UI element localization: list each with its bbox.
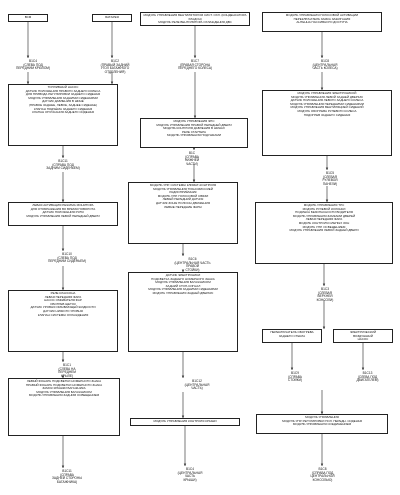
connector-label: B1C13 (СЛЕВА ПОД ДВИГАТЕЛЕМ): [356, 371, 379, 383]
air-pump-box: ЭЛЕКТРИЧЕСКИЙ ВОЗДУШНЫЙ НАСОС: [333, 329, 393, 343]
connector-label: B1C1 (СЛЕВА НА ПЕРЕДНЕМ КРЫЛЕ): [58, 363, 76, 378]
arrow-head: [62, 249, 64, 251]
eps-module-group-box: МОДУЛЬ УПРАВЛЕНИЯ ЭПС МОДУЛЬ УПРАВЛЕНИЯ ПРАВОЙ ПЕРЕДНЕЙ ДВЕРИ МОДУЛЬ КОНТРОЛЯ ДАВЛЕНИЯ В ШИНАХ РЕЛЕ СТАРТЕРА МОДУЛЬ УПРАВЛЕНИЯ ПОДУШКАМИ: [140, 118, 248, 148]
rear-defrost-switch-box: ПЕРЕКЛЮЧАТЕЛЬ ОБОГРЕВА ЗАДНЕГО СТЕКЛА: [262, 329, 322, 343]
connector-label: B1C11 (СПРАВА ЗАДНЕЙ СТОРОНЫ БАГАЖНИКА): [51, 469, 83, 484]
turn-monitor-group-box: ЛЕВАЯ АКТИВАЦИЯ РЕЖИМА МОНИТОРА ДЛЯ ОТОБРАЖЕНИЯ ВО ВРЕМЯ ПОВОРОТА ДАТЧИК ПОЛОЖЕНИЯ РУЛЯ МОДУЛЬ УПРАВЛЕНИЯ ЛЕВОЙ ПЕРЕДНЕЙ ДВЕРИ: [8, 202, 118, 226]
vsm-box: ВСМ: [8, 14, 48, 22]
arrow-head: [184, 464, 186, 466]
connector-label: B1C2 (ПРАВЫЙ ЗАДНИЙ УГОЛ БАГАЖНОГО ОТДЕЛЕНИЯ): [100, 59, 130, 74]
connector-label: B1C8 (ЦЕНТРАЛЬНАЯ ЧАСТЬ КОЛЕСА): [312, 59, 338, 71]
battery-box: БАТАРЕЯ: [92, 14, 132, 22]
arrow-head: [62, 466, 64, 468]
connector-label: B1C8 (СПРАВА ПОД ЦЕНТРАЛЬНОЙ КОНСОЛЬЮ): [310, 467, 335, 482]
voice-activation-module-box: МОДУЛЬ УПРАВЛЕНИЯ ГОЛОСОВОЙ АКТИВАЦИИ ПЕРЕКЛЮЧАТЕЛЬ ЗАМКА ЗАЖИГАНИЯ АНТЕННА ПАССИВНОГО ДОСТУПА: [262, 12, 382, 32]
connector-label: B1C4 (ЦЕНТРАЛЬНАЯ ЧАСТЬ КРЫШИ): [177, 467, 203, 482]
connector-label: B1C12 (ЦЕНТРАЛЬНАЯ ЧАСТЬ): [184, 379, 210, 391]
arrow-head: [326, 168, 328, 170]
cooling-fan-module-box: МОДУЛЬ УПРАВЛЕНИЯ ВЕНТИЛЯТОРОМ СИСТ. ОХЛ. (КОНДЕНСАТОРА ХЛАДОН) МОДУЛЬ РЕЛЕ ВЕНТИЛЯТОРА ОХЛАЖДЕНИЯ ДВС: [140, 12, 250, 26]
arrow-head: [194, 56, 196, 58]
arrow-head: [62, 360, 64, 362]
arrow-head: [182, 376, 184, 378]
arrow-head: [111, 56, 113, 58]
connector-label: B1C9 (СПРАВА СТОЙКИ): [288, 371, 302, 383]
arrow-head: [27, 56, 29, 58]
tpc-module-group-box: МОДУЛЬ УПРАВЛЕНИЯ ТРС МОДУЛЬ РУЛЕВОЙ КОЛОНКИ ПОДУШКА БЕЗОПАСНОСТИ ВОДИТЕЛЯ МОДУЛЬ УПРАВЛЕНИЯ ЗАМКАМИ ДВЕРЕЙ ЛЕВАЯ ПЕРЕДНЯЯ ФАРА МОДУЛЬ КОНТРОЛЯ СЛЕПЫХ ЗОН МОДУЛЬ УПР. ОСВЕЩЕНИЕМ МОДУЛЬ УПРАВЛЕНИЯ ЛЕВОЙ ЗАДНЕЙ ДВЕРИ: [255, 202, 393, 264]
seat-adjust-module-box: МОДУЛЬ УПРАВЛЕНИЯ МОДУЛЬ УПР. РЕГУЛИРОВКИ ПОЛ. ПЕРЕДН. СИДЕНЬЯ МОДУЛЬ УПРАВЛЕНИЯ СОЕДИНЕНИЕМ: [256, 414, 388, 434]
connector-label: B1C6 (ЦЕНТРАЛЬНАЯ ЧАСТЬ ПРАВОЙ СТОЙКИ): [174, 257, 211, 272]
connector-label: B1C3 (СЛЕВАЯ ВЕРХНЕЙ КОНСОЛИ): [316, 287, 334, 302]
arrow-head: [182, 254, 184, 256]
connector-label: B1C5 (СЛЕВАЯ РУЛЕВОЙ ПАНЕЛИ): [322, 171, 338, 186]
horn-relay-group-box: РЕЛЕ КЛАКСОНА ЛЕВАЯ ПЕРЕДНЯЯ ФАРА НАСОС ОМЫВАТЕЛЯ ФАР ОБОГРЕВ ЩЕТОК ДАТЧИК УРОВНЯ ОМЫВАЮЩЕЙ ЖИДКОСТИ ДАТЧИК НИЗКОГО УРОВНЯ КЛАПАН СИСТЕМЫ ОХЛАЖДЕНИЯ: [8, 290, 118, 352]
electronics-module-group-box: МОДУЛЬ УПРАВЛЕНИЯ ЭЛЕКТРОНИКОЙ МОДУЛЬ УПРАВЛЕНИЯ ЛЕВОЙ ЗАДНЕЙ ДВЕРЬЮ ДАТЧИК ПОЛОЖЕНИЯ ЛЕВОГО ЗАДНЕГО КОЛЕСА МОДУЛЬ УПРАВЛЕНИЯ ПЕРЕДНИМИ СИДЕНЬЯМИ МОДУЛЬ УПРАВЛЕНИЯ ВЕНТИЛЯЦИЕЙ СИДЕНИЙ МОДУЛЬ ОБОГРЕВА РУЛЕВОГО КОЛЕСА ПОДОГРЕВ ЗАДНЕГО СИДЕНЬЯ: [262, 90, 392, 156]
license-lamp-group-box: ЛЕВЫЙ ФОНАРЬ ПОДСВЕТКИ НОМЕРНОГО ЗНАКА ПРАВЫЙ ФОНАРЬ ПОДСВЕТКИ НОМЕРНОГО ЗНАКА ЗАМОК КРЫШКИ БАГАЖНИКА МОДУЛЬ УПРАВЛЕНИЯ БАГАЖНИКОМ МОДУЛЬ УПРАВЛЕНИЯ ЗАДНИМ ОСВЕЩЕНИЕМ: [8, 378, 120, 436]
arrow-head: [323, 327, 325, 329]
connector-label: B1C (СПРАВА НИЖНЕЙ ЧАСТИ): [184, 151, 200, 166]
arrow-head: [62, 156, 64, 158]
climate-control-group-box: МОДУЛЬ УПР. СИСТЕМЫ КЛИМАТ-КОНТРОЛЯ МОДУЛЬ УПРАВЛЕНИЯ ТРАНСМИССИЕЙ РАДИОПРИЁМНИК МОДУЛЬ УПР. ГОЛОСОВОЙ СВЯЗИ ЛЕВЫЙ ПЕРЕДНИЙ ДАТЧИК ДАТЧИК ЗОНЫ ПОЛОСЫ ДВИЖЕНИЯ ЛЕВЫЕ ПЕРЕДНИЕ ФАРЫ: [128, 182, 238, 244]
roof-control-module-box: МОДУЛЬ УПРАВЛЕНИЯ КОНТРОЛЯ КРЫШИ: [130, 418, 240, 426]
arrow-head: [362, 368, 364, 370]
arrow-head: [321, 464, 323, 466]
connector-label: B1C11 (СПРАВА ПОД ЗАДНИМ СИДЕНЬЕМ): [46, 159, 80, 171]
arrow-head: [321, 56, 323, 58]
arrow-head: [323, 284, 325, 286]
fuel-pump-group-box: ТОПЛИВНЫЙ НАСОС ДАТЧИК ПОЛОЖЕНИЯ ПРАВОГО ЗАДНЕГО КОЛЕСА ДЛЯ ПРИВОДА РЕГУЛИРОВКИ ЗАДНЕГО СИДЕНЬЯ МОДУЛЬ УПРАВЛЕНИЯ ЗАДНИМИ СИДЕНЬЯМИ ДАТЧИК ДАВЛЕНИЯ В ШИНЕ (ПРАВОЕ ЗАДНЕЕ, ЛЕВОЕ, ЗАДНЕЕ СИДЕНЬЕ) КЛАПАН ПОДЪЁМА ЗАДНЕГО СИДЕНЬЯ КЛАПАН ОПУСКАНИЯ ЗАДНЕГО СИДЕНЬЯ: [8, 84, 118, 146]
connector-label: B1C7 (ПРАВАЯ СТОРОНА ПЕРЕДНЕГО КОЛЕСА): [177, 59, 213, 71]
arrow-head: [291, 368, 293, 370]
connector-label: B1C10 (СЛЕВА ПОД ПЕРЕДНИМ СИДЕНЬЕМ): [47, 252, 87, 264]
electronics-sensor-group-box: ДАТЧИК ЭЛЕКТРОНИКИ ПОДСВЕТКА ЗАДНЕГО НОМЕРНОГО ЗНАКА МОДУЛЬ УПРАВЛЕНИЯ БАГАЖНИКОМ ЗАДНИЙ СТОП-СИГНАЛ МОДУЛЬ УПРАВЛЕНИЯ ЗАДНИМИ СИДЕНЬЯМИ МОДУЛЬ УПРАВЛЕНИЯ ЗАДНЕЙ ДВЕРЬЮ: [128, 272, 238, 352]
connector-label: B1C4 (СЛЕВА ПОД ПЕРЕДНИМ КРЫЛОМ): [15, 59, 51, 71]
